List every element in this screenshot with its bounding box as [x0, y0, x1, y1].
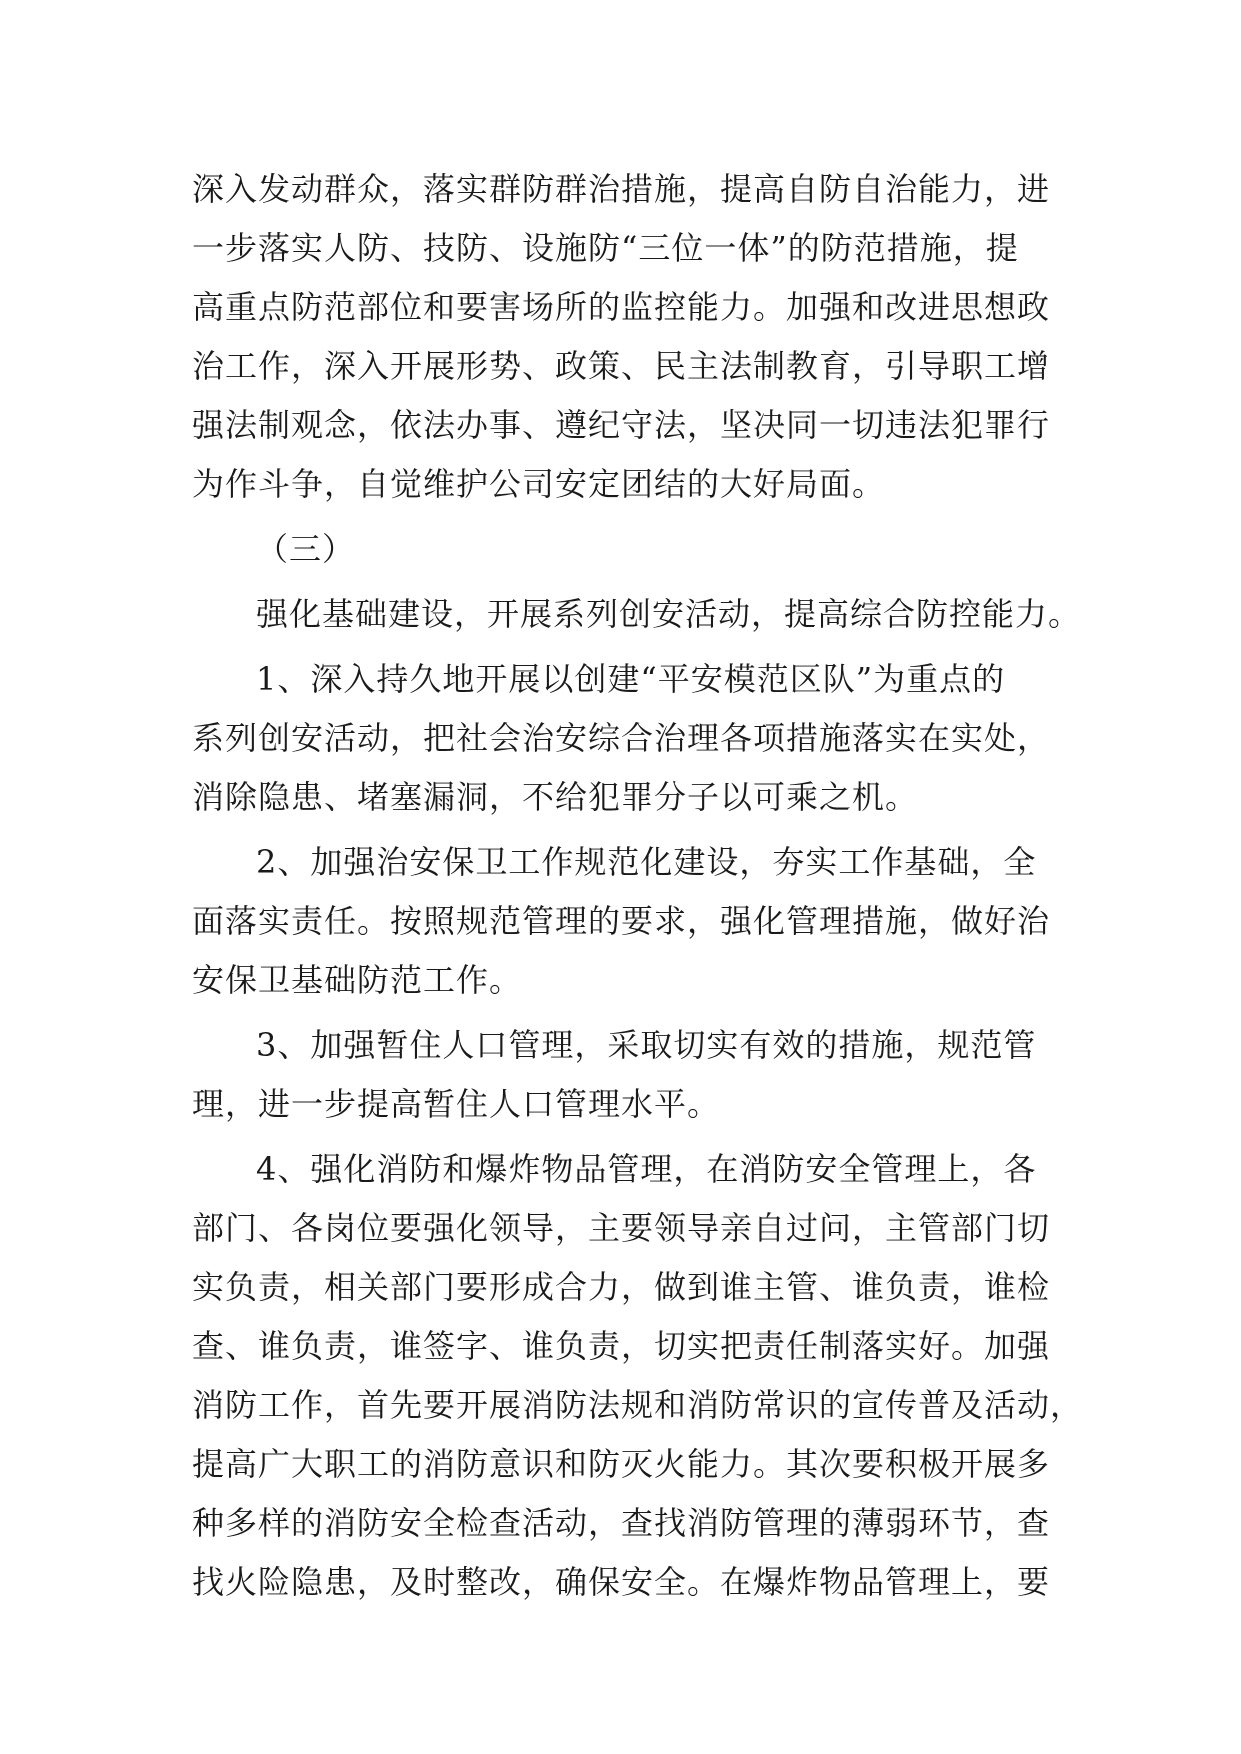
paragraph-start: 强化基础建设，开展系列创安活动，提高综合防控能力。: [256, 595, 1082, 633]
text-line: 种多样的消防安全检查活动，查找消防管理的薄弱环节，查: [192, 1504, 1051, 1542]
text-line: 治工作，深入开展形势、政策、民主法制教育，引导职工增: [192, 347, 1051, 385]
body-text: [192, 160, 1084, 1612]
text-line: 强法制观念，依法办事、遵纪守法，坚决同一切违法犯罪行: [192, 406, 1051, 444]
text-line: 面落实责任。按照规范管理的要求，强化管理措施，做好治: [192, 902, 1051, 940]
text-line: 高重点防范部位和要害场所的监控能力。加强和改进思想政: [192, 288, 1051, 326]
text-line: 查、谁负责，谁签字、谁负责，切实把责任制落实好。加强: [192, 1327, 1051, 1365]
text-line: 实负责，相关部门要形成合力，做到谁主管、谁负责，谁检: [192, 1268, 1051, 1306]
text-line: 深入发动群众，落实群防群治措施，提高自防自治能力，进: [192, 170, 1051, 208]
text-line: 一步落实人防、技防、设施防“三位一体”的防范措施，提: [192, 229, 1019, 267]
text-line: 找火险隐患，及时整改，确保安全。在爆炸物品管理上，要: [192, 1563, 1051, 1601]
text-line: 消防工作，首先要开展消防法规和消防常识的宣传普及活动，: [192, 1386, 1084, 1424]
section-heading: （三）: [256, 530, 356, 568]
text-line: 为作斗争，自觉维护公司安定团结的大好局面。: [192, 465, 886, 503]
text-line: 消除隐患、堵塞漏洞，不给犯罪分子以可乘之机。: [192, 778, 919, 816]
list-item-1-start: 1、深入持久地开展以创建“平安模范区队”为重点的: [256, 660, 1006, 698]
list-item-2-start: 2、加强治安保卫工作规范化建设，夯实工作基础，全: [256, 843, 1037, 881]
list-item-3-start: 3、加强暂住人口管理，采取切实有效的措施，规范管: [256, 1026, 1037, 1064]
text-line: 部门、各岗位要强化领导，主要领导亲自过问，主管部门切: [192, 1209, 1051, 1247]
text-line: 理，进一步提高暂住人口管理水平。: [192, 1085, 721, 1123]
text-line: 安保卫基础防范工作。: [192, 961, 523, 999]
list-item-4-start: 4、强化消防和爆炸物品管理，在消防安全管理上，各: [256, 1150, 1037, 1188]
text-line: 提高广大职工的消防意识和防灭火能力。其次要积极开展多: [192, 1445, 1051, 1483]
text-line: 系列创安活动，把社会治安综合治理各项措施落实在实处，: [192, 719, 1051, 757]
